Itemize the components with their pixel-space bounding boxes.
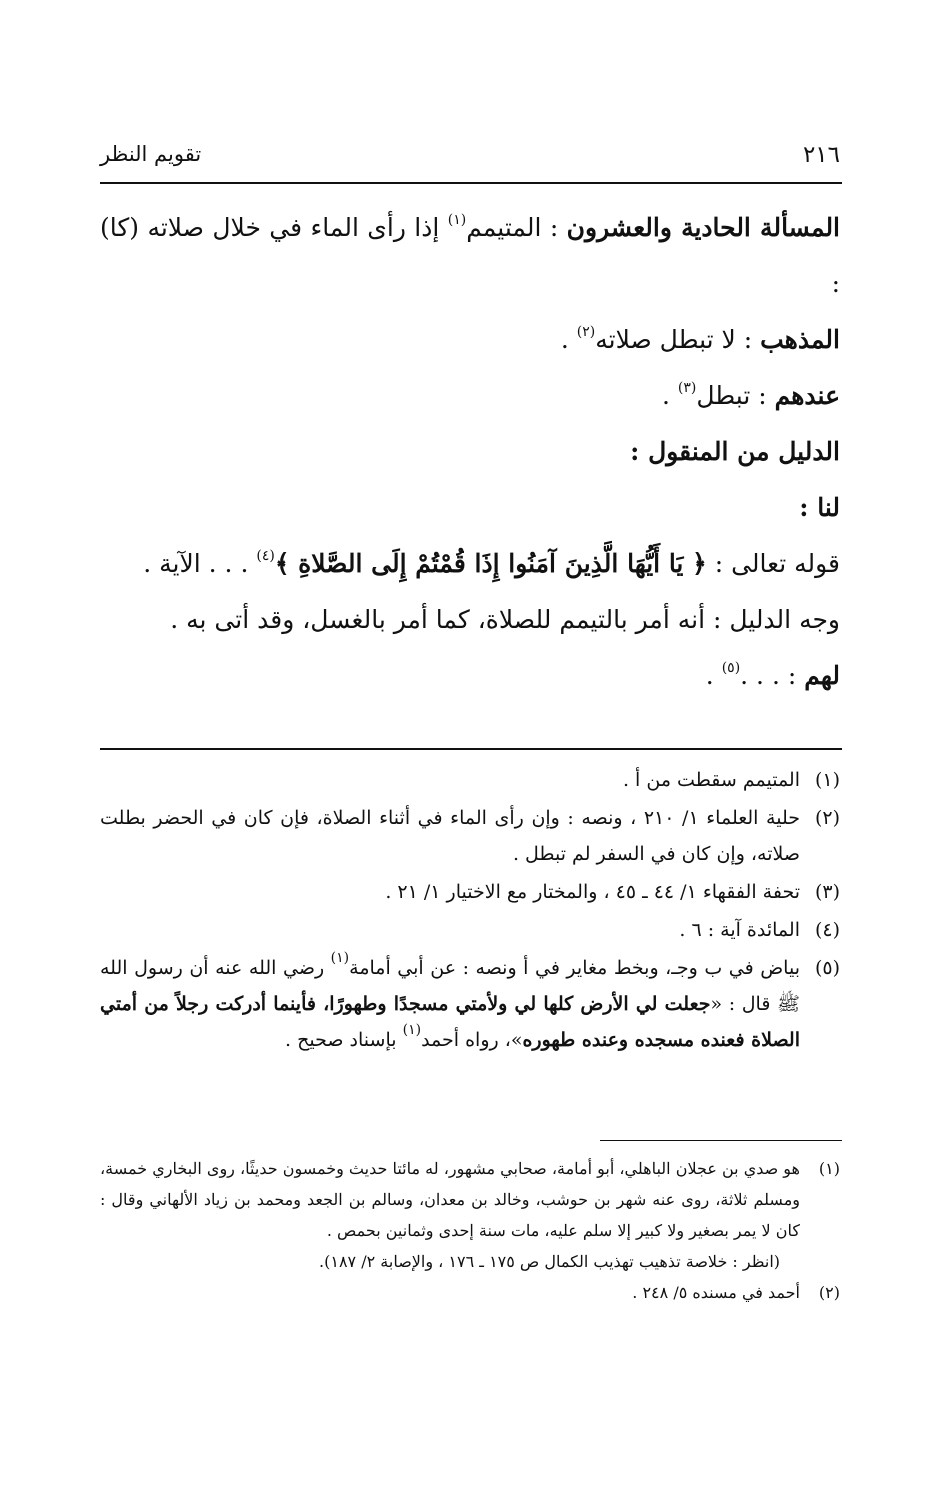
footnote-ref: (١) bbox=[330, 950, 350, 966]
book-title: تقويم النظر bbox=[100, 142, 202, 166]
footnote-number: (٥) bbox=[814, 957, 840, 979]
line-end: . bbox=[705, 661, 722, 690]
hadith-text: جعلت لي الأرض كلها لي ولأمتي مسجدًا وطهورًا، فأينما أدركت رجلاً من أمتي الصلاة فعنده مسجده وعنده طهوره bbox=[100, 993, 800, 1051]
subnote-number: (١) bbox=[818, 1159, 840, 1178]
subnote-number: (٢) bbox=[818, 1283, 840, 1302]
footnote-number: (١) bbox=[814, 769, 840, 791]
evidence-explanation: وجه الدليل : أنه أمر بالتيمم للصلاة، كما أمر بالغسل، وقد أتى به . bbox=[170, 605, 840, 634]
footnote bbox=[100, 800, 840, 872]
footnote bbox=[100, 762, 840, 798]
indahum-label: عندهم bbox=[774, 381, 840, 410]
footnote-text: حلية العلماء ١/ ٢١٠ ، ونصه : وإن رأى الماء في أثناء الصلاة، فإن كان في الحضر بطلت صلاته، وإن كان في السفر لم تبطل . bbox=[100, 807, 800, 865]
footnote-text: تحفة الفقهاء ١/ ٤٤ ـ ٤٥ ، والمختار مع الاختيار ١/ ٢١ . bbox=[385, 881, 800, 903]
footnote-text: بإسناد صحيح . bbox=[285, 1029, 403, 1051]
footnote-divider bbox=[100, 748, 842, 750]
line-end: . bbox=[661, 381, 678, 410]
footnote-number: (٤) bbox=[814, 919, 840, 941]
subnote-divider bbox=[600, 1140, 842, 1141]
lana-heading: لنا : bbox=[799, 493, 840, 522]
issue-title: المسألة الحادية والعشرون bbox=[566, 213, 841, 242]
evidence-heading: الدليل من المنقول : bbox=[630, 437, 840, 466]
footnote-ref: (٤) bbox=[256, 548, 275, 564]
running-header bbox=[100, 142, 840, 176]
subnote bbox=[100, 1277, 840, 1308]
footnote-ref: (١) bbox=[447, 212, 467, 228]
subnote bbox=[100, 1153, 840, 1246]
footnote-text: رضي الله عنه أن رسول الله ﷺ قال : « bbox=[100, 957, 800, 1015]
lahum-line bbox=[100, 648, 840, 704]
quran-verse: ﴿ يَا أَيُّهَا الَّذِينَ آمَنُوا إِذَا قُمْتُمْ إِلَى الصَّلاةِ ﴾ bbox=[274, 549, 707, 578]
main-text bbox=[100, 200, 840, 704]
issue-paragraph bbox=[100, 200, 840, 312]
footnotes bbox=[100, 760, 840, 1060]
footnote-ref: (٣) bbox=[677, 380, 697, 396]
verse-line bbox=[100, 536, 840, 592]
footnote-number: (٢) bbox=[814, 807, 840, 829]
header-divider bbox=[100, 182, 842, 184]
footnote-ref: (٢) bbox=[576, 324, 596, 340]
issue-text: : المتيمم bbox=[466, 213, 567, 242]
page-number: ٢١٦ bbox=[802, 142, 840, 168]
madhhab-label: المذهب bbox=[760, 325, 840, 354]
footnote bbox=[100, 874, 840, 910]
indahum-line bbox=[100, 368, 840, 424]
footnote-ref: (١) bbox=[402, 1022, 422, 1038]
subnotes bbox=[100, 1153, 840, 1308]
subnote-text: هو صدي بن عجلان الباهلي، أبو أمامة، صحابي مشهور، له مائتا حديث وخمسون حديثًا، روى البخاري خمسة، ومسلم ثلاثة، روى عنه شهر بن حوشب، وخالد بن معدان، وسالم بن الجعد ومحمد بن زياد الألهاني وقال : كان لا يمر بصغير ولا كبير إلا سلم عليه، مات سنة إحدى وثمانين بحمص . bbox=[100, 1159, 800, 1240]
footnote bbox=[100, 912, 840, 948]
madhhab-text: : لا تبطل صلاته bbox=[595, 325, 761, 354]
lahum-label: لهم bbox=[804, 661, 840, 690]
footnote-text: »، رواه أحمد bbox=[421, 1029, 523, 1051]
subnote-reference bbox=[100, 1246, 840, 1277]
footnote-text: بياض في ب وجـ، وبخط مغاير في أ ونصه : عن أبي أمامة bbox=[349, 957, 800, 979]
subnote-text: (انظر : خلاصة تذهيب تهذيب الكمال ص ١٧٥ ـ ١٧٦ ، والإصابة ٢/ ١٨٧). bbox=[319, 1252, 780, 1271]
verse-intro: قوله تعالى : bbox=[706, 549, 840, 578]
indahum-text: : تبطل bbox=[696, 381, 775, 410]
footnote bbox=[100, 950, 840, 1058]
issue-text-cont: إذا رأى الماء في خلال صلاته (كا) : bbox=[100, 213, 840, 298]
line-end: . bbox=[560, 325, 577, 354]
verse-end: . . . الآية . bbox=[143, 549, 257, 578]
footnote-text: المائدة آية : ٦ . bbox=[679, 919, 800, 941]
subnote-text: أحمد في مسنده ٥/ ٢٤٨ . bbox=[632, 1283, 800, 1302]
footnote-number: (٣) bbox=[814, 881, 840, 903]
madhhab-line bbox=[100, 312, 840, 368]
footnote-ref: (٥) bbox=[721, 660, 741, 676]
lahum-text: : . . . bbox=[740, 661, 805, 690]
footnote-text: المتيمم سقطت من أ . bbox=[622, 769, 800, 791]
